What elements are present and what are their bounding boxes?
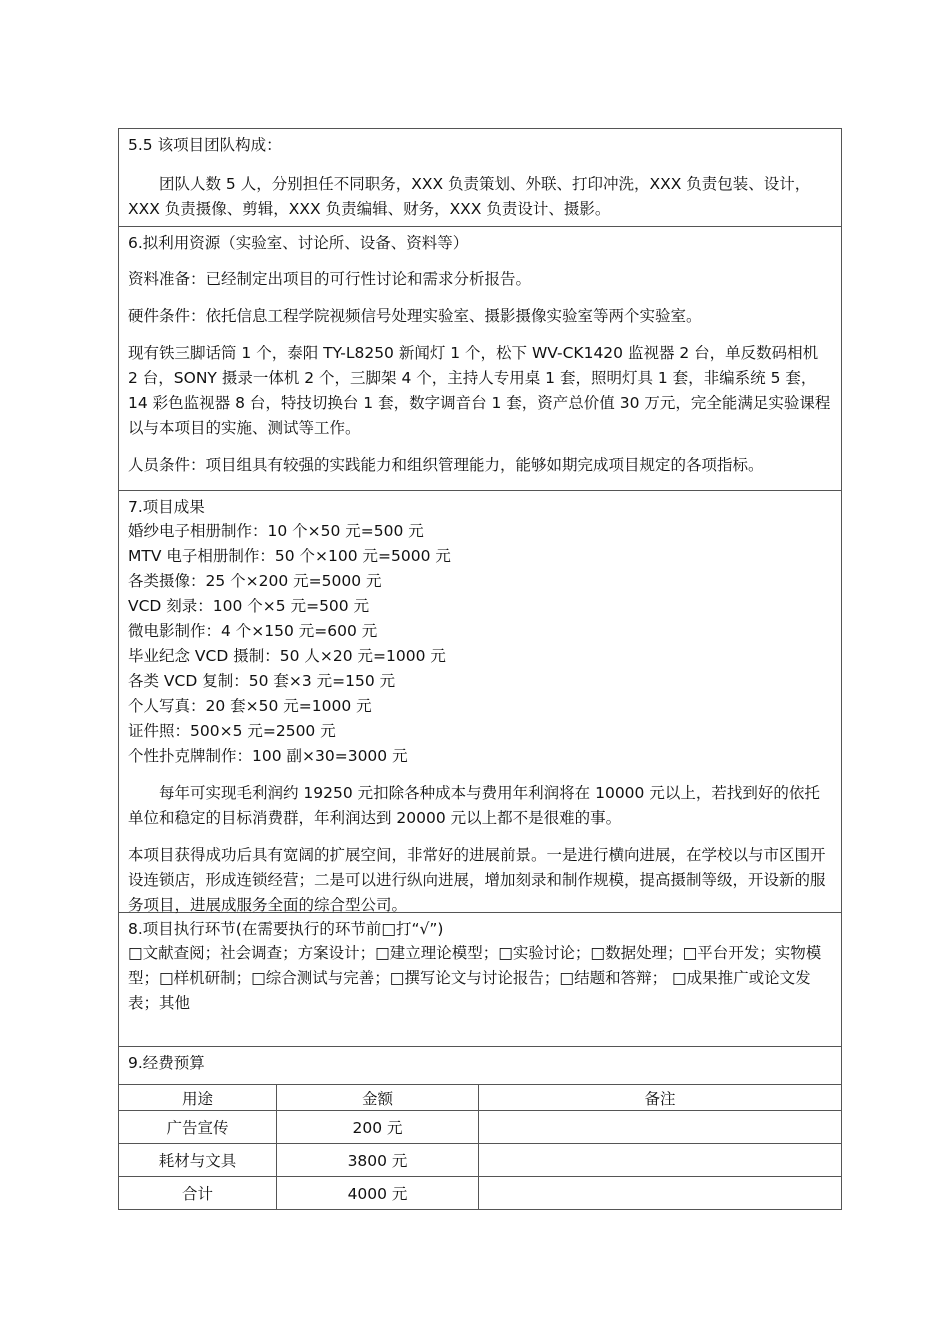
list-item: 毕业纪念 VCD 摄制：50 人×20 元=1000 元 — [128, 647, 446, 665]
list-item: 个人写真：20 套×50 元=1000 元 — [128, 697, 372, 715]
list-item: 各类摄像：25 个×200 元=5000 元 — [128, 572, 382, 590]
list-item: MTV 电子相册制作：50 个×100 元=5000 元 — [128, 547, 451, 565]
section-title: 5.5 该项目团队构成： — [128, 136, 282, 154]
team-description: 团队人数 5 人，分别担任不同职务，XXX 负责策划、外联、打印冲洗，XXX 负责包装、设计，XXX 负责摄像、剪辑，XXX 负责编辑、财务，XXX 负责设计、摄影。 — [128, 175, 811, 218]
form-sheet — [118, 128, 842, 1084]
table-row — [119, 1177, 842, 1210]
table-cell: 4000 元 — [277, 1177, 479, 1210]
section-team — [118, 128, 842, 226]
execution-checklist: □文献查阅；社会调查；方案设计；□建立理论模型；□实验讨论；□数据处理；□平台开发；实物模型；□样机研制；□综合测试与完善；□撰写论文与讨论报告；□结题和答辩； □成果推广或论文发表；其他 — [128, 944, 822, 1012]
section-title: 8.项目执行环节(在需要执行的环节前□打“√”) — [128, 920, 444, 938]
table-cell — [479, 1111, 842, 1144]
list-item: 婚纱电子相册制作：10 个×50 元=500 元 — [128, 522, 424, 540]
table-cell: 广告宣传 — [119, 1111, 277, 1144]
section-title: 9.经费预算 — [128, 1054, 205, 1072]
personnel-paragraph: 人员条件：项目组具有较强的实践能力和组织管理能力，能够如期完成项目规定的各项指标。 — [128, 456, 764, 474]
section-title: 6.拟利用资源（实验室、讨论所、设备、资料等） — [128, 234, 469, 252]
list-item: 证件照：500×5 元=2500 元 — [128, 722, 336, 740]
section-budget — [118, 1046, 842, 1084]
column-header: 金额 — [277, 1085, 479, 1111]
materials-paragraph: 资料准备：已经制定出项目的可行性讨论和需求分析报告。 — [128, 270, 532, 288]
list-item: VCD 刻录：100 个×5 元=500 元 — [128, 597, 370, 615]
section-resources — [118, 226, 842, 490]
list-item: 个性扑克牌制作：100 副×30=3000 元 — [128, 747, 408, 765]
section-title: 7.项目成果 — [128, 498, 205, 516]
table-cell: 耗材与文具 — [119, 1144, 277, 1177]
equipment-paragraph: 现有铁三脚话筒 1 个，泰阳 TY-L8250 新闻灯 1 个，松下 WV-CK1420 监视器 2 台，单反数码相机 2 台，SONY 摄录一体机 2 个，三脚架 4 个，主持人专用桌 1 套，照明灯具 1 套，非编系统 5 套，14 彩色监视器 8 台，特技切换台 1 套，数字调音台 1 套，资产总价值 30 万元，完全能满足实验课程以与本项目的实施、测试等工作。 — [128, 344, 831, 437]
table-cell: 合计 — [119, 1177, 277, 1210]
column-header: 备注 — [479, 1085, 842, 1111]
hardware-paragraph: 硬件条件：依托信息工程学院视频信号处理实验室、摄影摄像实验室等两个实验室。 — [128, 307, 702, 325]
table-cell — [479, 1177, 842, 1210]
table-cell — [479, 1144, 842, 1177]
list-item: 微电影制作：4 个×150 元=600 元 — [128, 622, 378, 640]
table-cell: 3800 元 — [277, 1144, 479, 1177]
profit-paragraph: 每年可实现毛利润约 19250 元扣除各种成本与费用年利润将在 10000 元以上，若找到好的依托单位和稳定的目标消费群，年利润达到 20000 元以上都不是很难的事。 — [128, 784, 820, 827]
budget-table — [118, 1084, 842, 1210]
section-results — [118, 490, 842, 912]
table-row — [119, 1111, 842, 1144]
column-header: 用途 — [119, 1085, 277, 1111]
list-item: 各类 VCD 复制：50 套×3 元=150 元 — [128, 672, 396, 690]
table-cell: 200 元 — [277, 1111, 479, 1144]
table-row — [119, 1144, 842, 1177]
prospects-paragraph: 本项目获得成功后具有宽阔的扩展空间，非常好的进展前景。一是进行横向进展，在学校以与市区围开设连锁店，形成连锁经营；二是可以进行纵向进展，增加刻录和制作规模，提高摄制等级，开设新的服务项目，进展成服务全面的综合型公司。 — [128, 846, 826, 914]
table-header-row — [119, 1085, 842, 1111]
section-execution — [118, 912, 842, 1046]
